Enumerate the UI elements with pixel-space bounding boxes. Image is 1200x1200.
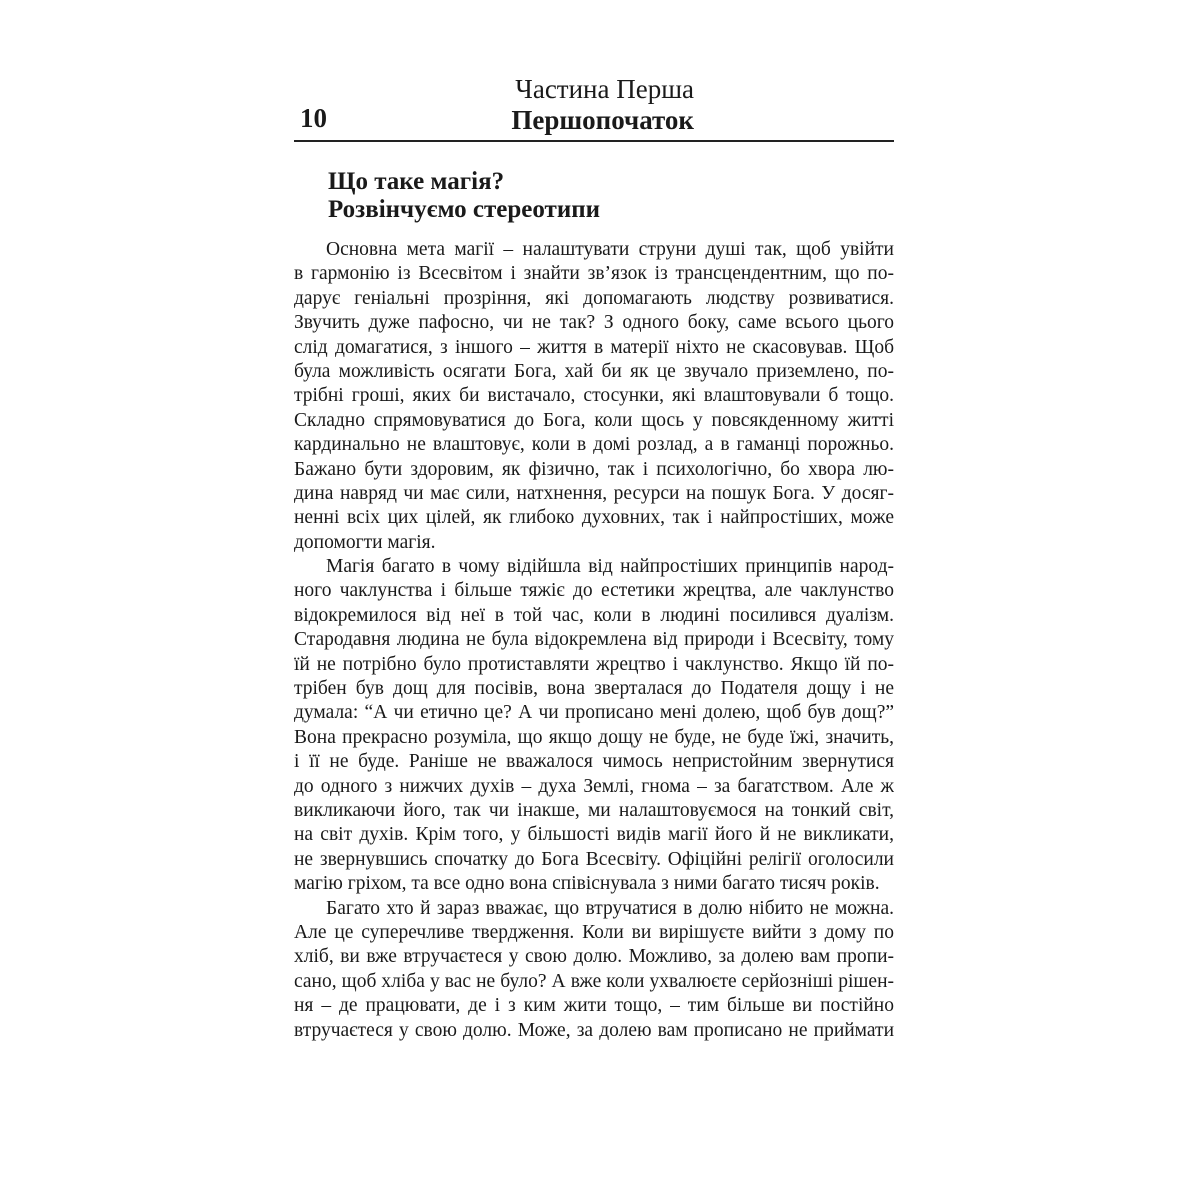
text-line: думала: “А чи етично це? А чи прописано мені долею, щоб був дощ?” [294, 702, 894, 724]
text-line: Багато хто й зараз вважає, що втручатися в долю нібито не можна. [326, 897, 894, 919]
text-line: ня – де працювати, де і з ким жити тощо, – тим більше ви постійно [294, 995, 894, 1017]
text-line: і її не буде. Раніше не вважалося чимось непристойним звернутися [294, 751, 894, 773]
text-line: не звернувшись спочатку до Бога Всесвіту. Офіційні релігії оголосили [294, 848, 894, 870]
text-line: на світ духів. Крім того, у більшості видів магії його й не викликати, [294, 824, 894, 846]
page-number: 10 [300, 103, 327, 133]
text-line: хліб, ви вже втручаєтеся у свою долю. Можливо, за долею вам пропи- [294, 946, 894, 968]
text-line: ного чаклунства і більше тяжіє до естетики жрецтва, але чаклунство [294, 580, 894, 602]
text-line: дина навряд чи має сили, натхнення, ресурси на пошук Бога. У досяг- [294, 482, 894, 504]
part-title [511, 74, 694, 136]
text-line: допомогти магія. [294, 531, 436, 553]
body-text [294, 238, 894, 1043]
text-line: дарує геніальні прозріння, які допомагають людству розвиватися. [294, 287, 894, 309]
text-line: Стародавня людина не була відокремлена від природи і Всесвіту, тому [294, 629, 894, 651]
book-page [294, 60, 894, 1160]
text-line: їй не потрібно було протиставляти жрецтво і чаклунство. Якщо їй по- [294, 653, 894, 675]
text-line: Бажано бути здоровим, як фізично, так і психологічно, бо хвора лю- [294, 458, 894, 480]
part-label: Частина Перша [515, 74, 694, 104]
text-line: Звучить дуже пафосно, чи не так? З одного боку, саме всього цього [294, 312, 894, 334]
text-line: трібен був дощ для посівів, вона зверталася до Подателя дощу і не [294, 678, 894, 700]
section-heading-line-2: Розвінчуємо стереотипи [328, 196, 601, 223]
text-line: до одного з нижчих духів – духа Землі, гнома – за багатством. Але ж [294, 775, 894, 797]
text-line: втручаєтеся у свою долю. Може, за долею вам прописано не приймати [294, 1019, 894, 1041]
text-line: ненні всіх цих цілей, як глибоко духовних, так і найпростіших, може [294, 507, 894, 529]
text-line: магію гріхом, та все одно вона співіснувала з ними багато тисяч років. [294, 873, 880, 895]
text-line: трібні гроші, яких би вистачало, стосунки, які влаштовували б тощо. [294, 385, 894, 407]
text-line: відокремилося від неї в той час, коли в людині посилився дуалізм. [294, 604, 894, 626]
text-line: слід домагатися, з іншого – життя в матерії ніхто не скасовував. Щоб [294, 336, 894, 358]
text-line: в гармонію із Всесвітом і знайти зв’язок із трансцендентним, що по- [294, 263, 894, 285]
text-line: Складно спрямовуватися до Бога, коли щось у повсякденному житті [294, 409, 894, 431]
section-heading [328, 168, 600, 224]
text-line: Основна мета магії – налаштувати струни душі так, щоб увійти [326, 239, 894, 260]
text-line: була можливість осягати Бога, хай би як це звучало приземлено, по- [294, 360, 894, 382]
part-name: Першопочаток [511, 105, 694, 135]
text-line: Магія багато в чому відійшла від найпростіших принципів народ- [326, 556, 894, 578]
text-line: Але це суперечливе твердження. Коли ви вирішуєте вийти з дому по [294, 921, 894, 943]
text-line: сано, щоб хліба у вас не було? А вже коли ухвалюєте серйозніші рішен- [294, 970, 894, 992]
running-head [294, 60, 894, 140]
section-heading-line-1: Що таке магія? [328, 168, 505, 195]
text-line: кардинально не влаштовує, коли в домі розлад, а в гаманці порожньо. [294, 434, 894, 456]
text-line: Вона прекрасно розуміла, що якщо дощу не буде, не буде їжі, значить, [294, 726, 894, 748]
header-rule [294, 140, 894, 142]
text-line: викликаючи його, так чи інакше, ми налаштовуємося на тонкий світ, [294, 799, 894, 821]
